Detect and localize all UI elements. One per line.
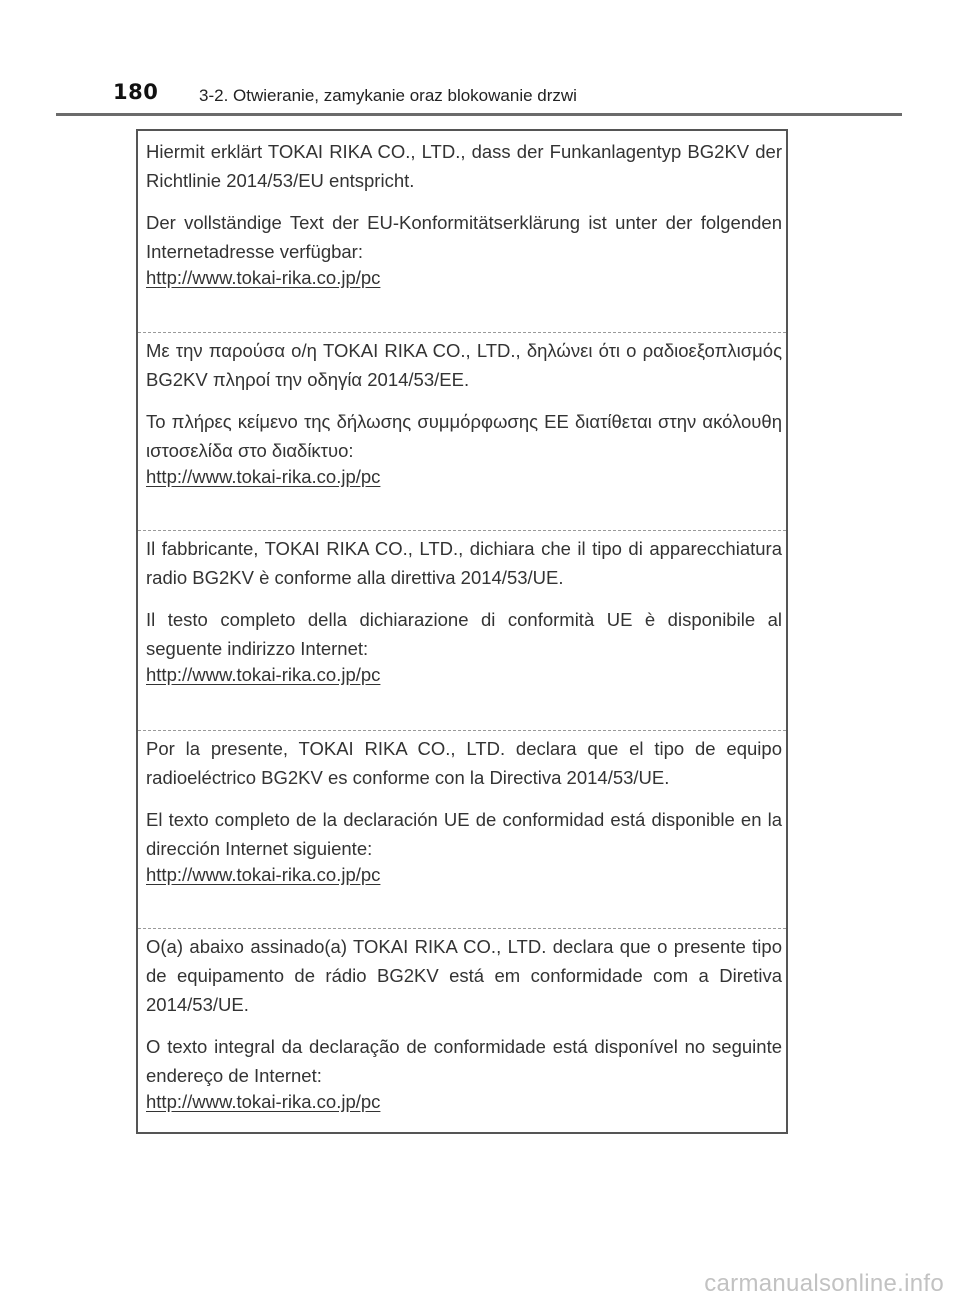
notice-portuguese — [146, 932, 782, 1113]
statement-text: Il fabbricante, TOKAI RIKA CO., LTD., dichiara che il tipo di apparecchiatura radio BG2KV è conforme alla direttiva 2014/53/UE. — [146, 538, 782, 588]
conformity-declaration-box — [136, 129, 788, 1134]
availability-text: Der vollständige Text der EU-Konformitätserklärung ist unter der folgenden Internetadresse verfügbar: — [146, 212, 782, 262]
availability-text: Το πλήρες κείμενο της δήλωσης συμμόρφωσης ΕΕ διατίθεται στην ακόλουθη ιστοσελίδα στο διαδίκτυο: — [146, 411, 782, 461]
page-number: 180 — [113, 80, 159, 104]
declaration-link[interactable]: http://www.tokai-rika.co.jp/pc — [146, 466, 381, 487]
notice-spanish — [146, 734, 782, 886]
notice-german — [146, 137, 782, 289]
header-rule — [56, 113, 902, 116]
section-divider — [138, 332, 786, 333]
declaration-link[interactable]: http://www.tokai-rika.co.jp/pc — [146, 267, 381, 288]
section-title: 3-2. Otwieranie, zamykanie oraz blokowanie drzwi — [199, 86, 577, 105]
section-divider — [138, 730, 786, 731]
availability-text: El texto completo de la declaración UE de conformidad está disponible en la dirección Internet siguiente: — [146, 809, 782, 859]
statement-text: Hiermit erklärt TOKAI RIKA CO., LTD., dass der Funkanlagentyp BG2KV der Richtlinie 2014/53/EU entspricht. — [146, 141, 782, 191]
declaration-link[interactable]: http://www.tokai-rika.co.jp/pc — [146, 664, 381, 685]
statement-text: Με την παρούσα ο/η TOKAI RIKA CO., LTD., δηλώνει ότι ο ραδιοεξοπλισμός BG2KV πληροί την οδηγία 2014/53/ΕΕ. — [146, 340, 782, 390]
site-watermark: carmanualsonline.info — [704, 1270, 944, 1297]
availability-text: Il testo completo della dichiarazione di conformità UE è disponibile al seguente indirizzo Internet: — [146, 609, 782, 659]
statement-text: O(a) abaixo assinado(a) TOKAI RIKA CO., LTD. declara que o presente tipo de equipamento de rádio BG2KV está em conformidade com a Diretiva 2014/53/UE. — [146, 936, 782, 1015]
declaration-link[interactable]: http://www.tokai-rika.co.jp/pc — [146, 864, 381, 885]
section-divider — [138, 928, 786, 929]
declaration-link[interactable]: http://www.tokai-rika.co.jp/pc — [146, 1091, 381, 1112]
notice-italian — [146, 534, 782, 686]
availability-text: O texto integral da declaração de conformidade está disponível no seguinte endereço de Internet: — [146, 1036, 782, 1086]
page-header — [0, 0, 960, 118]
notice-greek — [146, 336, 782, 488]
statement-text: Por la presente, TOKAI RIKA CO., LTD. declara que el tipo de equipo radioeléctrico BG2KV es conforme con la Directiva 2014/53/UE. — [146, 738, 782, 788]
section-divider — [138, 530, 786, 531]
